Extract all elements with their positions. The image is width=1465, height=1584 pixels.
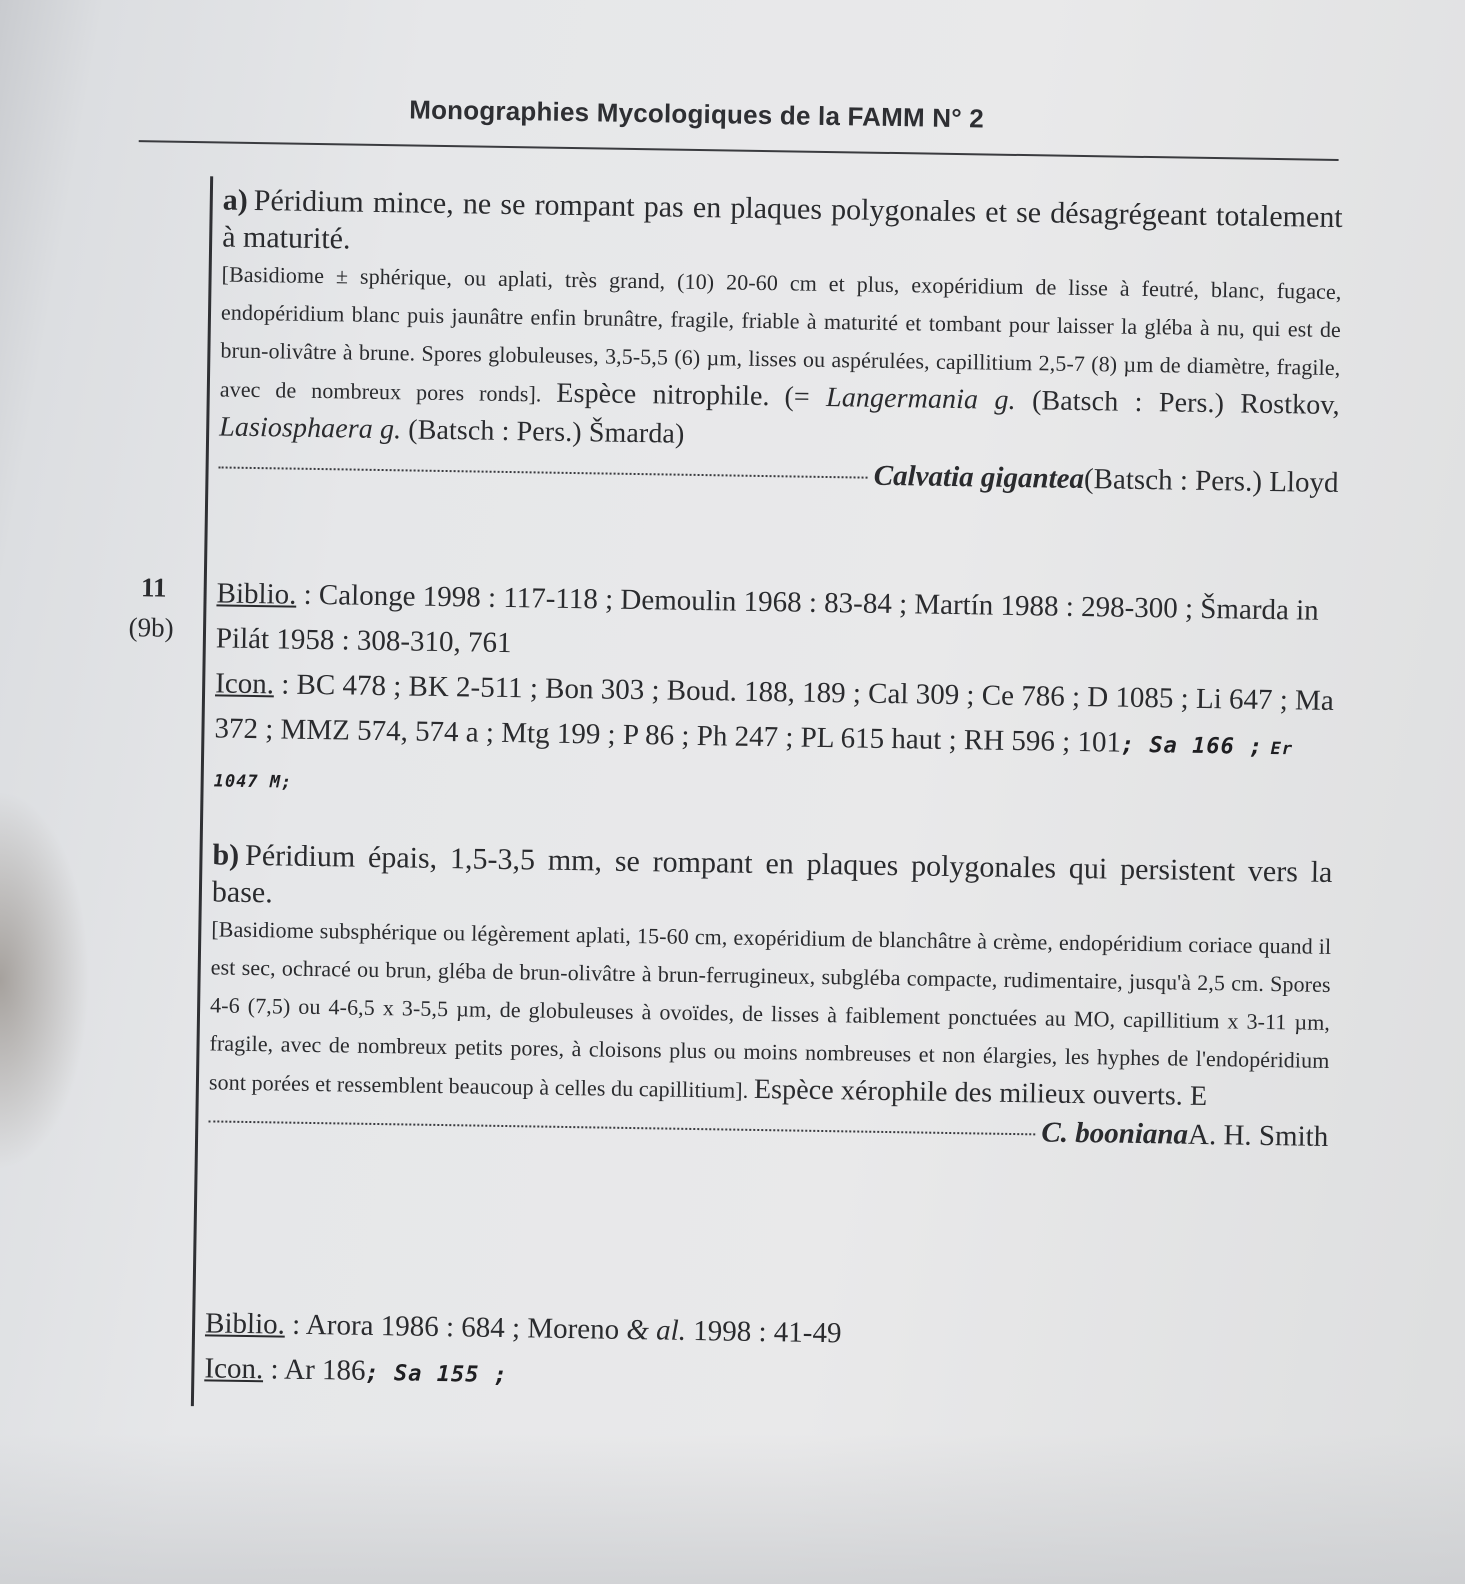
- running-header: Monographies Mycologiques de la FAMM N° 2: [409, 94, 985, 134]
- couplet-reference: (9b): [128, 612, 174, 643]
- handwritten-note-sa155: ; Sa 155 ;: [365, 1360, 509, 1389]
- couplet-number: 11: [140, 572, 167, 603]
- leader-dots: [219, 466, 868, 478]
- species-author: A. H. Smith: [1187, 1118, 1329, 1153]
- option-b-biblio: Biblio. : Arora 1986 : 684 ; Moreno & al. 1998 : 41-49: [204, 1307, 842, 1350]
- option-a-ecology: Espèce nitrophile.: [556, 377, 770, 413]
- option-a-tag: a): [222, 183, 249, 217]
- leader-dots: [208, 1120, 1035, 1135]
- option-a-biblio: Biblio. : Calonge 1998 : 117-118 ; Demoulin 1968 : 83-84 ; Martín 1988 : 298-300 ; Šmarda in Pilát 1958 : 308-310, 761: [215, 577, 1319, 660]
- option-a-icon: Icon. : BC 478 ; BK 2-511 ; Bon 303 ; Boud. 188, 189 ; Cal 309 ; Ce 786 ; D 1085 ; Li 647 ; Ma 372 ; MMZ 574, 574 a ; Mtg 199 ; P 86 ; Ph 247 ; PL 615 haut ; RH 596 ; 101; Sa 166 ; Er 1047 M;: [213, 667, 1334, 793]
- header-rule: [139, 140, 1339, 161]
- option-b-description: [Basidiome subsphérique ou légèrement aplati, 15-60 cm, exopéridium de blanchâtre à crème, endopéridium coriace quand il est sec, ochracé ou brun, gléba de brun-olivâtre à brun-ferrugineux, subgléba compacte, rudimentaire, jusqu'à 2,5 cm. Spores 4-6 (7,5) ou 4-6,5 x 3-5,5 µm, de globuleuses à ovoïdes, de lisses à faiblement ponctuées au MO, capillitium x 3-11 µm, fragile, avec de nombreux petits pores, à cloisons plus ou moins nombreuses et non élargies, les hyphes de l'endopéridium sont porées et ressemblent beaucoup à celles du capillitium]. Espèce xérophile des milieux ouverts. E: [208, 916, 1332, 1113]
- book-page: [108, 60, 1380, 1479]
- option-b-references: [204, 1301, 1325, 1411]
- option-a-references: [213, 571, 1337, 822]
- species-author: (Batsch : Pers.) Lloyd: [1083, 463, 1339, 500]
- option-b-lead: b) Péridium épais, 1,5-3,5 mm, se rompant en plaques polygonales qui persistent vers la base.: [211, 838, 1333, 910]
- species-name-calvatia-gigantea: Calvatia gigantea: [873, 459, 1085, 496]
- option-a: [218, 181, 1343, 500]
- option-b-ecology: Espèce xérophile des milieux ouverts. E: [753, 1073, 1208, 1113]
- synonym-langermania: Langermania g.: [825, 381, 1016, 416]
- option-b-tag: b): [212, 838, 240, 872]
- page-edge-shadow: [0, 790, 90, 1170]
- couplet-bracket-line: [191, 176, 213, 1406]
- option-b: [208, 836, 1333, 1154]
- option-a-lead: a) Péridium mince, ne se rompant pas en plaques polygonales et se désagrégeant totalement à maturité.: [221, 183, 1343, 256]
- option-b-icon: Icon. : Ar 186; Sa 155 ;: [204, 1352, 509, 1389]
- species-name-c-booniana: C. booniana: [1041, 1116, 1189, 1151]
- handwritten-note-sa166: ; Sa 166 ;: [1120, 732, 1264, 760]
- handwritten-note-er1047: Er 1047 M;: [213, 739, 1294, 793]
- option-a-description: [Basidiome ± sphérique, ou aplati, très grand, (10) 20-60 cm et plus, exopéridium de lisse à feutré, blanc, fugace, endopéridium blanc puis jaunâtre enfin brunâtre, fragile, friable à maturité et tombant pour laisser la gléba à nu, qui est de brun-olivâtre à brune. Spores globuleuses, 3,5-5,5 (6) µm, lisses ou aspérulées, capillitium 2,5-7 (8) µm de diamètre, fragile, avec de nombreux pores ronds]. Espèce nitrophile. (= Langermania g. (Batsch : Pers.) Rostkov, Lasiosphaera g. (Batsch : Pers.) Šmarda): [219, 261, 1342, 450]
- synonym-lasiosphaera: Lasiosphaera g.: [219, 411, 402, 446]
